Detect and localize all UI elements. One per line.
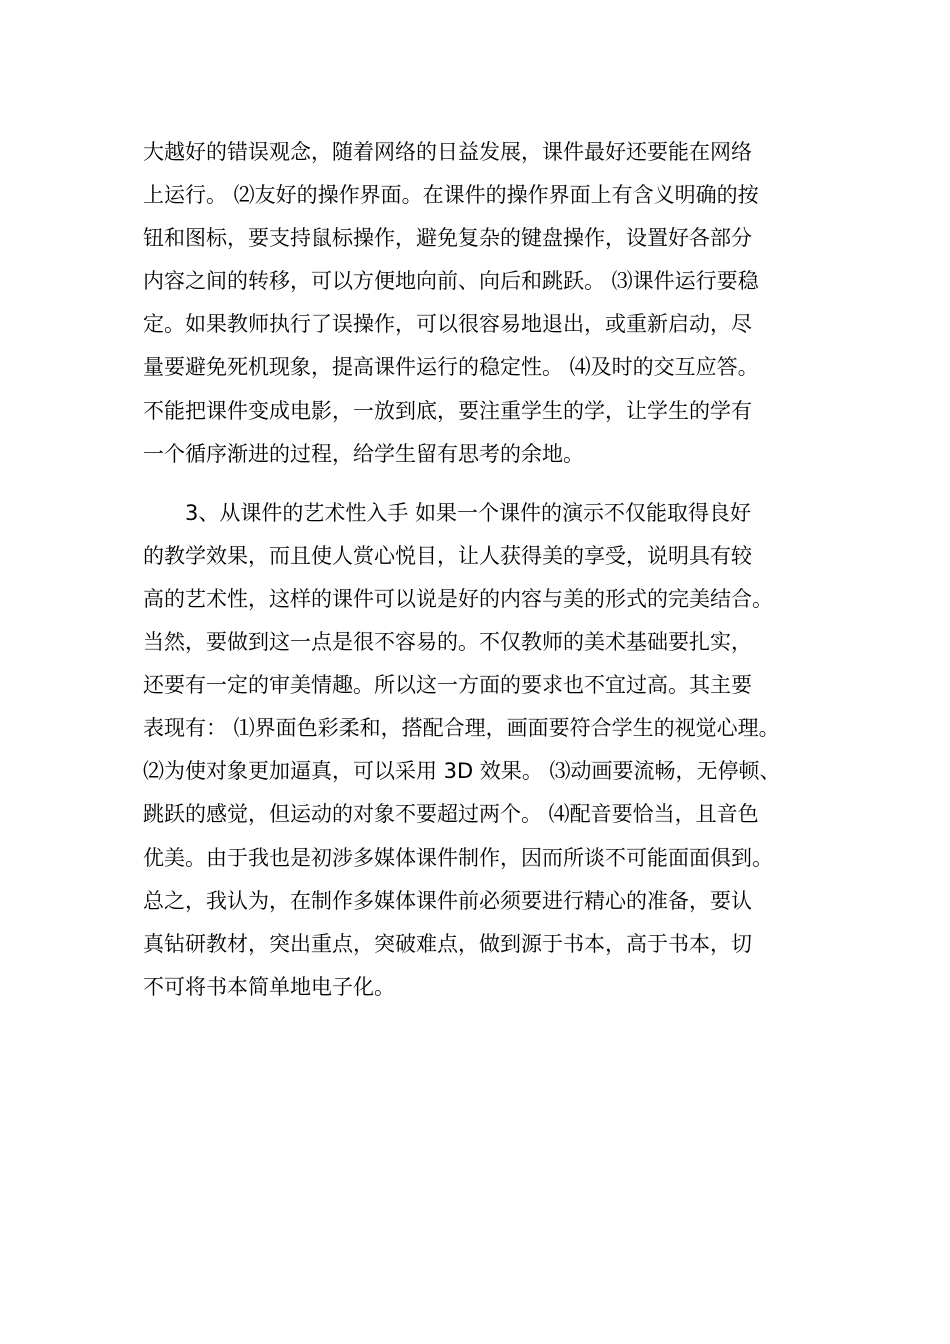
text-line: 上运行。 ⑵友好的操作界面。在课件的操作界面上有含义明确的按 (143, 183, 759, 208)
text-line: 不可将书本简单地电子化。 (143, 974, 395, 999)
text-line: 高的艺术性，这样的课件可以说是好的内容与美的形式的完美结合。 (143, 586, 773, 611)
text-line: 钮和图标，要支持鼠标操作，避免复杂的键盘操作，设置好各部分 (143, 226, 752, 251)
text-line: 表现有： ⑴界面色彩柔和，搭配合理，画面要符合学生的视觉心理。 (143, 716, 780, 741)
text-line: 当然，要做到这一点是很不容易的。不仅教师的美术基础要扎实， (143, 630, 752, 655)
text-line: 真钻研教材，突出重点，突破难点，做到源于书本，高于书本，切 (143, 931, 752, 956)
text-line: 定。如果教师执行了误操作，可以很容易地退出，或重新启动，尽 (143, 312, 752, 337)
document-body (143, 131, 833, 1009)
text-line: 大越好的错误观念，随着网络的日益发展，课件最好还要能在网络 (143, 140, 752, 164)
text-line: 还要有一定的审美情趣。所以这一方面的要求也不宜过高。其主要 (143, 673, 752, 698)
text-line: 不能把课件变成电影，一放到底，要注重学生的学，让学生的学有 (143, 398, 752, 423)
text-line: 跳跃的感觉，但运动的对象不要超过两个。 ⑷配音要恰当，且音色 (143, 802, 759, 827)
text-line: ⑵为使对象更加逼真，可以采用 3D 效果。 ⑶动画要流畅，无停顿、 (143, 759, 781, 784)
text-line-indented: 3、从课件的艺术性入手 如果一个课件的演示不仅能取得良好 (185, 500, 752, 525)
text-line: 量要避免死机现象，提高课件运行的稳定性。 ⑷及时的交互应答。 (143, 355, 759, 380)
text-line: 内容之间的转移，可以方便地向前、向后和跳跃。 ⑶课件运行要稳 (143, 269, 759, 294)
paragraph-spacer (143, 476, 833, 492)
text-line: 总之，我认为，在制作多媒体课件前必须要进行精心的准备，要认 (143, 888, 752, 913)
text-line: 优美。由于我也是初涉多媒体课件制作，因而所谈不可能面面俱到。 (143, 845, 773, 870)
text-line: 的教学效果，而且使人赏心悦目，让人获得美的享受，说明具有较 (143, 543, 752, 568)
paragraph-2 (143, 492, 833, 1009)
text-line: 一个循序渐进的过程，给学生留有思考的余地。 (143, 441, 584, 466)
paragraph-1 (143, 131, 833, 476)
